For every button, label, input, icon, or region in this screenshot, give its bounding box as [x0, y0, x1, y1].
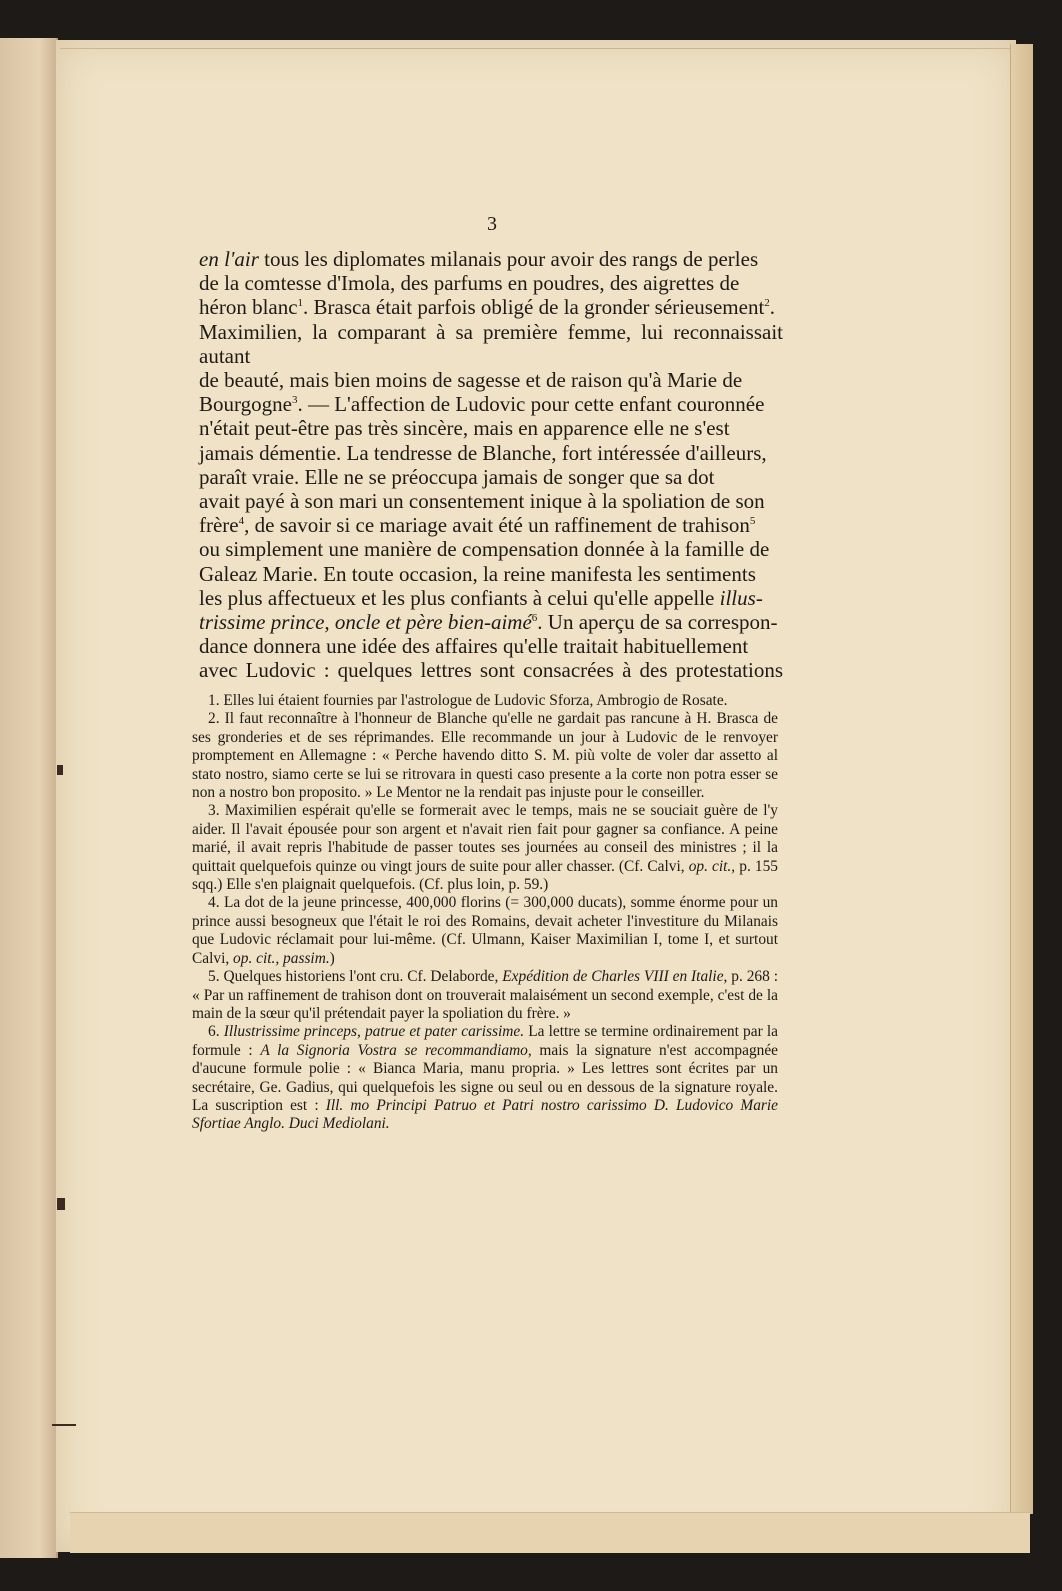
footnote-ref: 5 — [749, 515, 756, 528]
footnote-text: La dot de la jeune princesse, 400,000 florins (= 300,000 ducats), somme énorme pour un prince aussi besogneux que l'était le roi des Romains, devait acheter l'investiture du Milanais que Ludovic réclamait pour lui-même. (Cf. Ulmann, Kaiser Maximilian I, tome I, et surtout Calvi, — [192, 894, 778, 967]
binding-mark — [52, 1424, 76, 1426]
footnote-text: Il faut reconnaître à l'honneur de Blanche qu'elle ne gardait pas rancune à H. Brasca de ses gronderies et de ses réprimandes. Elle recommande un jour à Ludovic de le renvoyer promptement en Allemagne : « Perche havendo ditto S. M. più volte de voler dar assetto al stato nostro, siamo certe se lui se ritrovara in questi caso presente a la corte non potra esser se non a nostro bon proposito. » Le Mentor ne la rendait pas injuste pour le conseiller. — [192, 710, 778, 802]
footnote-italic: op. cit., passim. — [233, 949, 330, 967]
body-text-run: avec Ludovic : quelques lettres sont consacrées à des protestations — [199, 658, 783, 683]
footnote-ref: 2 — [764, 297, 770, 310]
body-text-run: héron blanc — [199, 295, 298, 320]
footnote-6 — [192, 1023, 778, 1133]
footnote-number: 4. — [208, 894, 220, 912]
body-italic: illus- — [719, 585, 763, 610]
body-text-run: dance donnera une idée des affaires qu'elle traitait habituellement — [199, 634, 749, 659]
footnotes-block — [192, 692, 778, 1134]
body-text-run: n'était peut-être pas très sincère, mais en apparence elle ne s'est — [199, 416, 730, 441]
body-text-run: . Un aperçu de sa correspon- — [537, 610, 778, 635]
body-text-run: . — L'affection de Ludovic pour cette enfant couronnée — [297, 392, 765, 417]
page-bottom-edge — [70, 1512, 1030, 1553]
binding-mark — [57, 765, 63, 775]
body-line — [199, 537, 783, 561]
body-line — [199, 586, 783, 610]
footnote-italic: Expédition de Charles VIII en Italie — [502, 968, 724, 986]
footnote-text: ) — [329, 949, 335, 967]
body-text-run: les plus affectueux et les plus confiants à celui qu'elle appelle — [199, 585, 720, 610]
footnote-4 — [192, 894, 778, 968]
page-stack-edge — [1010, 44, 1033, 1514]
body-line — [199, 441, 783, 465]
body-text-run: frère — [199, 513, 239, 538]
footnote-3 — [192, 802, 778, 894]
footnote-text: Quelques historiens l'ont cru. Cf. Delaborde, — [219, 968, 503, 986]
body-text-run: Maximilien, la comparant à sa première femme, lui reconnaissait autant — [199, 319, 783, 368]
footnote-text: Elles lui étaient fournies par l'astrologue de Ludovic Sforza, Ambrogio de Rosate. — [219, 692, 728, 709]
footnote-number: 2. — [208, 710, 220, 728]
footnote-italic: A la Signoria Vostra se recommandiamo — [260, 1041, 528, 1059]
body-text-run: Galeaz Marie. En toute occasion, la reine manifesta les sentiments — [199, 561, 756, 586]
footnote-5 — [192, 968, 778, 1023]
footnote-text: La lettre se termine ordinairement par la formule : — [192, 1023, 778, 1059]
footnote-ref: 3 — [291, 394, 298, 407]
footnote-text: , p. 268 : « Par un raffinement de trahison dont on trouverait malaisément un second exemple, c'est de la main de la sœur qu'il prétendait payer la spoliation du frère. » — [192, 968, 779, 1022]
body-text-run: . Brasca était parfois obligé de la gronder sérieusement — [303, 295, 765, 320]
body-text-run: Bourgogne — [199, 392, 292, 417]
body-text-run: de beauté, mais bien moins de sagesse et de raison qu'à Marie de — [199, 368, 743, 393]
body-text-run: ou simplement une manière de compensation donnée à la famille de — [199, 537, 770, 562]
body-italic: trissime prince, oncle et père bien-aimé — [199, 610, 532, 635]
footnote-number: 6. — [208, 1023, 220, 1041]
body-line — [199, 368, 783, 392]
footnote-ref: 6 — [531, 612, 538, 625]
footnote-ref: 1 — [297, 297, 304, 310]
footnote-number: 3. — [208, 802, 220, 820]
body-italic: en l'air — [199, 247, 259, 271]
body-line — [199, 513, 783, 537]
footnote-italic: op. cit. — [688, 857, 732, 875]
footnote-2 — [192, 710, 778, 802]
body-line — [199, 392, 783, 416]
body-line — [199, 562, 783, 586]
footnote-text: , mais la signature n'est accompagnée d'aucune formule polie : « Bianca Maria, manu propria. » Les lettres sont écrites par un secrétaire, Ge. Gadius, qui quelquefois les signe ou seul ou en dessous de la signature royale. La suscription est : — [192, 1041, 779, 1114]
body-line — [199, 634, 783, 658]
footnote-italic: Ill. mo Principi Patruo et Patri nostro carissimo D. Ludovico Marie Sfortiae Anglo. Duci Mediolani. — [192, 1096, 778, 1133]
left-page-edge — [0, 38, 58, 1558]
footnote-number: 1. — [208, 692, 220, 709]
body-text-run: paraît vraie. Elle ne se préoccupa jamais de songer que sa dot — [199, 464, 715, 489]
footnote-ref: 4 — [238, 515, 245, 528]
footnote-1 — [192, 692, 778, 710]
body-text-run: , de savoir si ce mariage avait été un raffinement de trahison — [244, 513, 750, 538]
page-top-edge — [60, 42, 1010, 49]
page-number: 3 — [487, 213, 497, 235]
body-line — [199, 489, 783, 513]
body-text-run: avait payé à son mari un consentement inique à la spoliation de son — [199, 489, 765, 514]
body-line — [199, 658, 783, 682]
body-line — [199, 465, 783, 489]
footnote-text: Maximilien espérait qu'elle se formerait avec le temps, mais ne se souciait guère de l'y aider. Il l'avait épousée pour son argent et n'avait rien fait pour gagner sa confiance. A peine marié, il avait repris l'habitude de passer toutes ses journées au conseil des ministres ; il la quittait quelquefois quinze ou vingt jours de suite pour aller chasser. (Cf. Calvi, — [192, 802, 778, 875]
body-text-run: . — [769, 295, 776, 320]
body-text-run: jamais démentie. La tendresse de Blanche, fort intéressée d'ailleurs, — [199, 440, 767, 465]
footnote-italic: Illustrissime princeps, patrue et pater carissime. — [219, 1023, 525, 1041]
body-paragraph — [199, 247, 783, 683]
body-line — [199, 247, 783, 271]
body-text-run: de la comtesse d'Imola, des parfums en poudres, des aigrettes de — [199, 271, 740, 296]
body-line — [199, 416, 783, 440]
body-line — [199, 320, 783, 368]
body-line — [199, 295, 783, 319]
binding-mark — [57, 1198, 65, 1210]
body-line — [199, 610, 783, 634]
body-line — [199, 271, 783, 295]
body-text-run: tous les diplomates milanais pour avoir des rangs de perles — [258, 247, 759, 271]
footnote-text: , p. 155 sqq.) Elle s'en plaignait quelquefois. (Cf. plus loin, p. 59.) — [192, 857, 778, 894]
footnote-number: 5. — [208, 968, 220, 986]
